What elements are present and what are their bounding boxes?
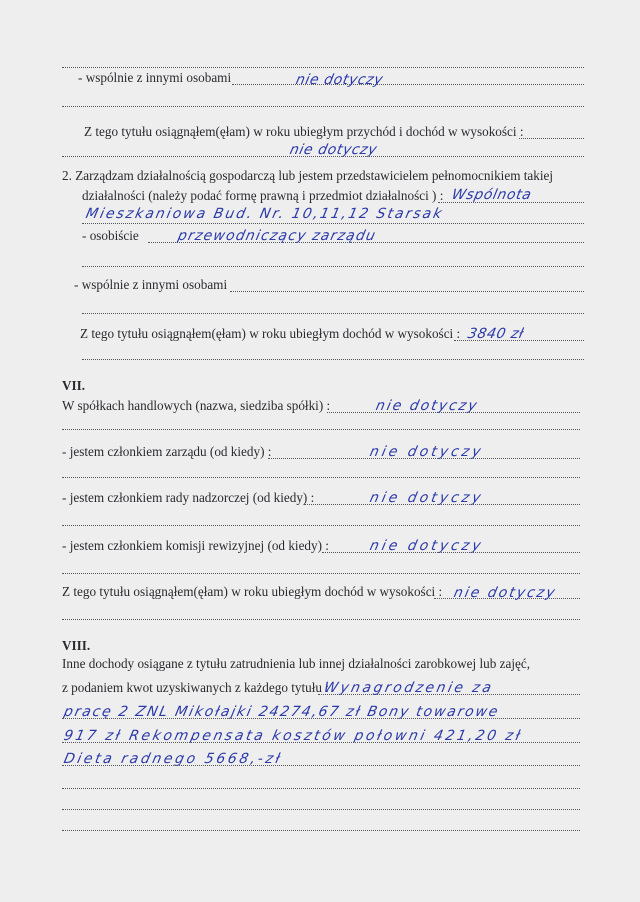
vii-income-label: Z tego tytułu osiągnąłem(ęłam) w roku ubiegłym dochód w wysokości :	[62, 584, 443, 599]
dotted-line	[232, 84, 584, 85]
jointly-handwritten-value: nie dotyczy	[294, 72, 385, 88]
income-label: Z tego tytułu osiągnąłem(ęłam) w roku ubiegłym przychód i dochód w wysokości :	[84, 124, 524, 139]
dotted-line	[62, 830, 580, 831]
viii-handwritten-value-d: Dieta radnego 5668,-zł	[62, 751, 284, 767]
dotted-line	[82, 223, 584, 224]
dotted-line	[82, 313, 584, 314]
vii-income-handwritten-value: nie dotyczy	[452, 585, 559, 601]
dotted-line	[62, 156, 584, 157]
companies-label: W spółkach handlowych (nazwa, siedziba spółki) :	[62, 398, 331, 413]
dotted-line	[62, 106, 584, 107]
jointly-label: - wspólnie z innymi osobami	[78, 70, 232, 85]
viii-line2: z podaniem kwot uzyskiwanych z każdego tytułu :	[62, 680, 329, 695]
dotted-line	[62, 718, 580, 719]
item2-handwritten-value-a: Wspólnota	[450, 187, 534, 203]
board-label: - jestem członkiem zarządu (od kiedy) :	[62, 444, 272, 459]
income2-label: Z tego tytułu osiągnąłem(ęłam) w roku ubiegłym dochód w wysokości :	[80, 326, 461, 341]
audit-label: - jestem członkiem komisji rewizyjnej (od kiedy) :	[62, 538, 329, 553]
viii-handwritten-value-c: 917 zł Rekompensata kosztów połowni 421,20 zł	[62, 728, 524, 744]
dotted-line	[82, 359, 584, 360]
viii-handwritten-value-b: pracę 2 ZNL Mikołajki 24274,67 zł Bony towarowe	[62, 704, 501, 720]
supervisory-label: - jestem członkiem rady nadzorczej (od kiedy) :	[62, 490, 315, 505]
dotted-line	[82, 266, 584, 267]
board-handwritten-value: nie dotyczy	[368, 444, 486, 460]
dotted-line	[62, 525, 580, 526]
section-vii-heading: VII.	[62, 378, 86, 393]
supervisory-handwritten-value: nie dotyczy	[368, 490, 486, 506]
dotted-line	[519, 138, 584, 139]
dotted-line	[62, 788, 580, 789]
income2-handwritten-value: 3840 zł	[466, 326, 526, 342]
item2-line1: 2. Zarządzam działalnością gospodarczą lub jestem przedstawicielem pełnomocnikiem takiej	[62, 168, 554, 183]
dotted-line	[62, 742, 580, 743]
companies-handwritten-value: nie dotyczy	[374, 398, 481, 414]
item2-line2: działalności (należy podać formę prawną i przedmiot działalności ) :	[82, 188, 444, 203]
section-viii-heading: VIII.	[62, 638, 91, 653]
jointly2-label: - wspólnie z innymi osobami	[74, 277, 228, 292]
dotted-line	[62, 573, 580, 574]
dotted-line	[62, 429, 580, 430]
dotted-line	[230, 291, 584, 292]
personally-handwritten-value: przewodniczący zarządu	[176, 228, 378, 244]
income-handwritten-value: nie dotyczy	[288, 142, 379, 158]
personally-label: - osobiście	[82, 228, 139, 243]
dotted-line	[62, 809, 580, 810]
dotted-line	[62, 477, 580, 478]
dotted-line	[62, 765, 580, 766]
viii-line1: Inne dochody osiągane z tytułu zatrudnienia lub innej działalności zarobkowej lub zajęć,	[62, 656, 530, 671]
viii-handwritten-value-a: Wynagrodzenie za	[322, 680, 496, 696]
dotted-line	[62, 619, 580, 620]
dotted-line	[62, 67, 584, 68]
audit-handwritten-value: nie dotyczy	[368, 538, 486, 554]
item2-handwritten-value-b: Mieszkaniowa Bud. Nr. 10,11,12 Starsak	[84, 206, 446, 222]
